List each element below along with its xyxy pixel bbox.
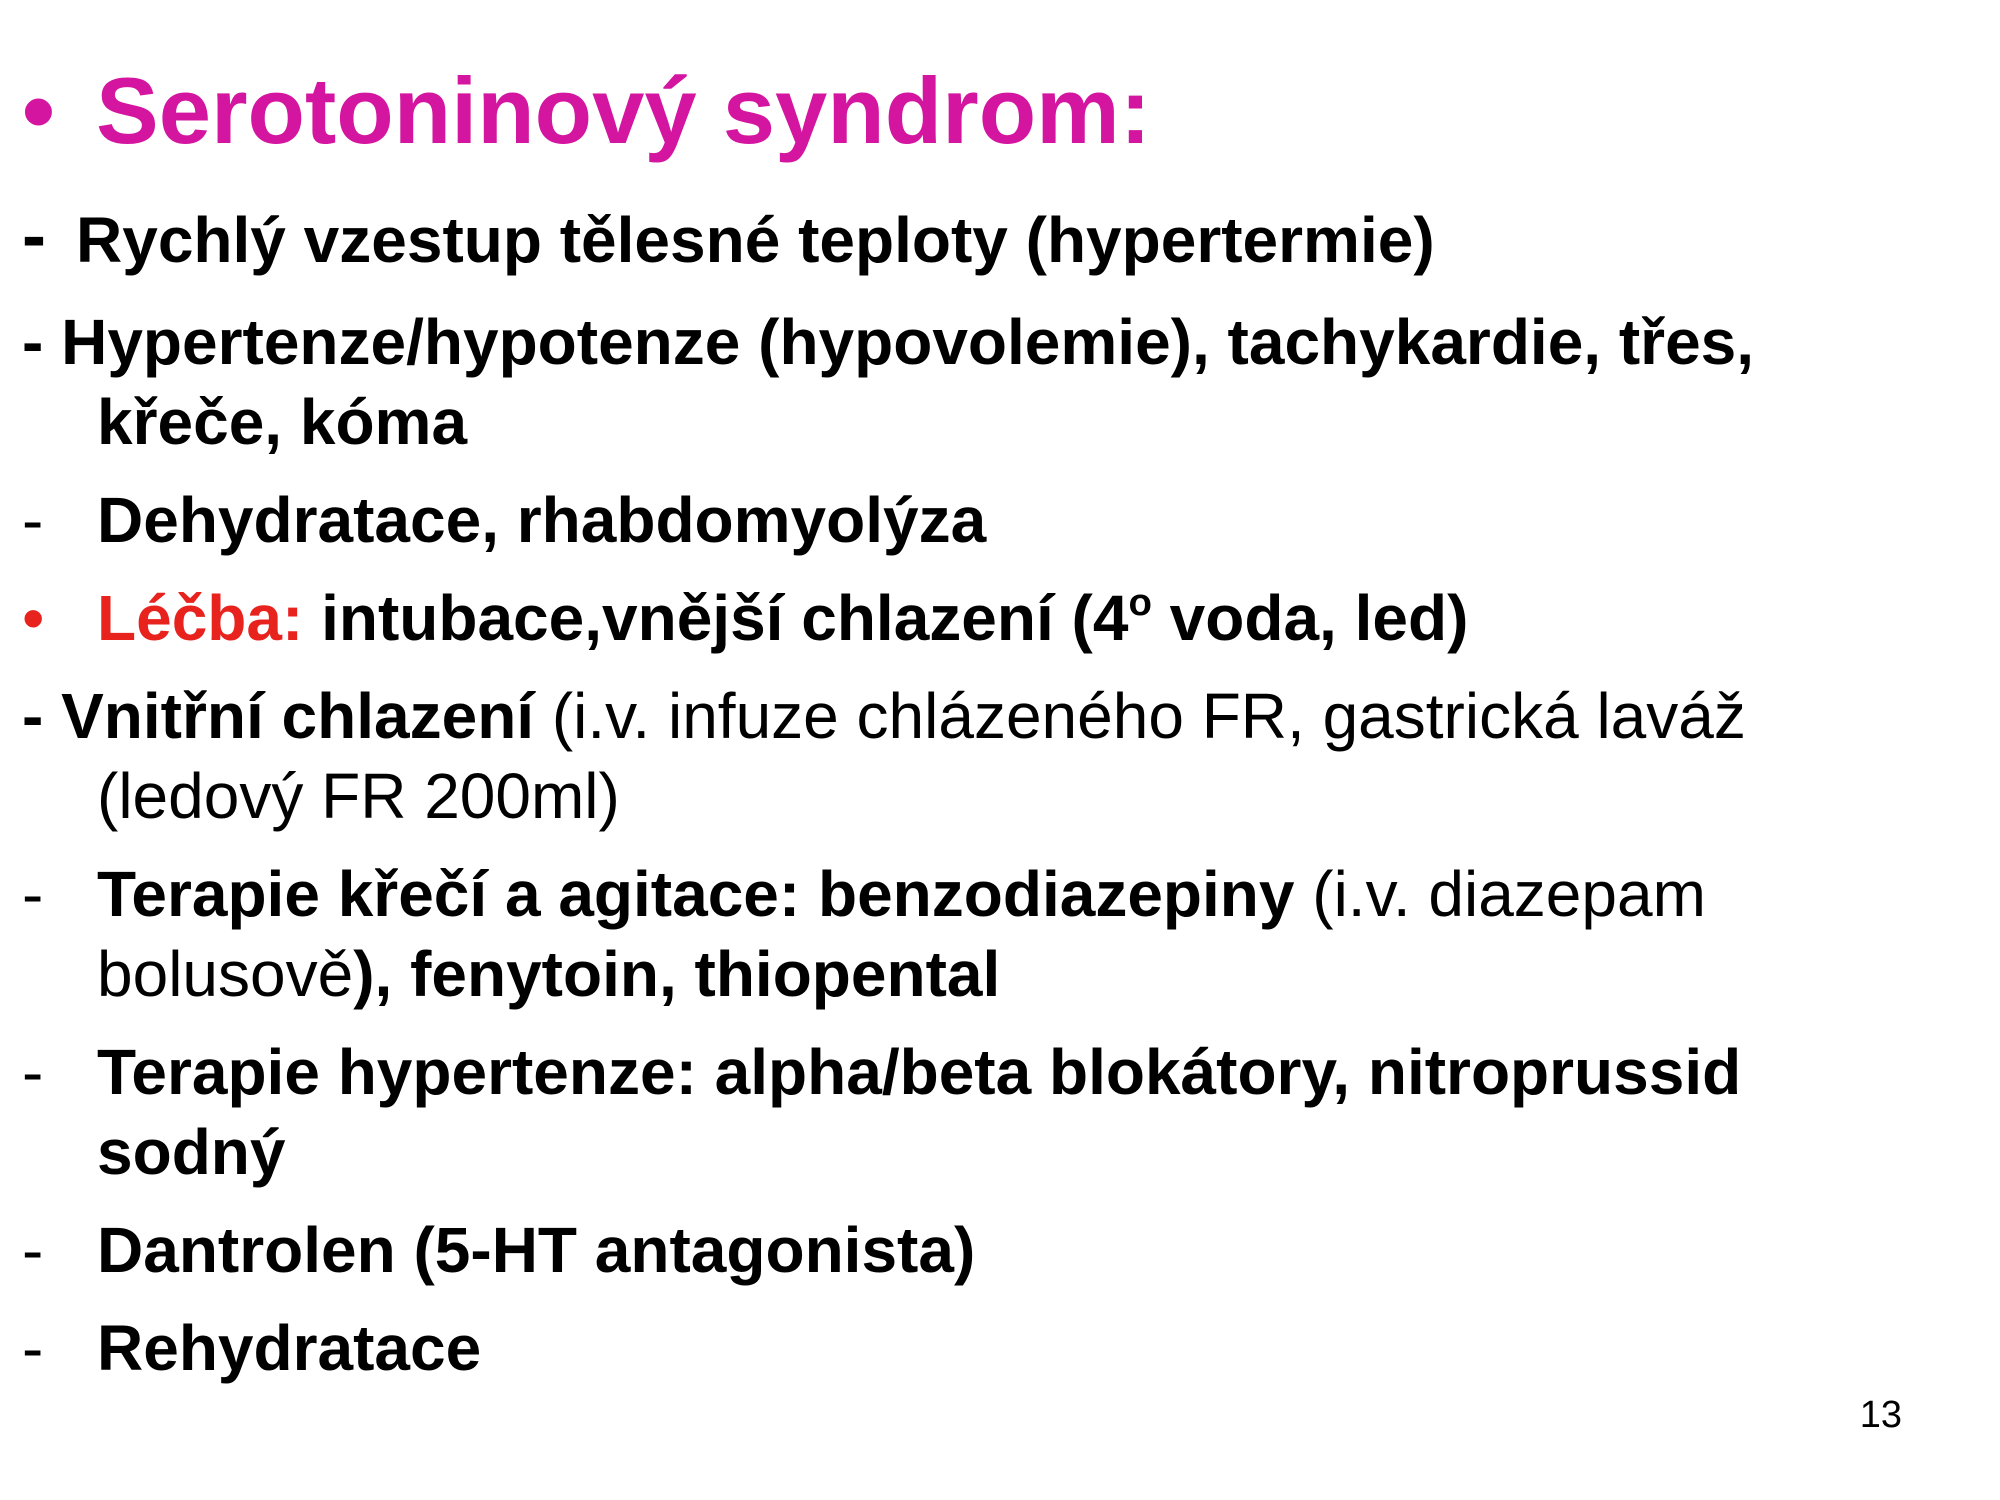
lecba-bullet: • bbox=[22, 582, 45, 654]
fenytoin-thiopental: ), fenytoin, thiopental bbox=[353, 938, 1001, 1010]
item-hypertenze: - Hypertenze/hypotenze (hypovolemie), tachykardie, třes, bbox=[22, 306, 1755, 378]
item-terapie-kreci bbox=[97, 858, 1706, 930]
dash-3: - bbox=[22, 484, 44, 556]
item-terapie-hypertenze: Terapie hypertenze: alpha/beta blokátory, nitroprussid bbox=[97, 1036, 1742, 1108]
dash-6: - bbox=[22, 858, 44, 930]
item-dehydratace: Dehydratace, rhabdomyolýza bbox=[97, 484, 987, 556]
item-vnitrni-chlazeni bbox=[22, 680, 1746, 752]
lecba-text: intubace,vnější chlazení (4 bbox=[303, 582, 1129, 654]
terapie-kreci-normal: (i.v. diazepam bbox=[1294, 858, 1706, 930]
degree-mark: o bbox=[1128, 581, 1152, 625]
vnitrni-bold: - Vnitřní chlazení bbox=[22, 680, 535, 752]
item-dantrolen: Dantrolen (5-HT antagonista) bbox=[97, 1214, 976, 1286]
vnitrni-normal: (i.v. infuze chlázeného FR, gastrická laváž bbox=[534, 680, 1746, 752]
bolusove: bolusově bbox=[97, 938, 354, 1010]
terapie-kreci-bold: Terapie křečí a agitace: benzodiazepiny bbox=[97, 858, 1295, 930]
title-bullet: • bbox=[22, 58, 55, 163]
item-rehydratace: Rehydratace bbox=[97, 1312, 482, 1384]
dash-8: - bbox=[22, 1214, 44, 1286]
item-hypertenze-cont: křeče, kóma bbox=[97, 386, 468, 458]
lecba-text-end: voda, led) bbox=[1151, 582, 1469, 654]
item-vnitrni-cont: (ledový FR 200ml) bbox=[97, 760, 620, 832]
dash-9: - bbox=[22, 1312, 44, 1384]
item-hypertermie: Rychlý vzestup tělesné teploty (hypertermie) bbox=[76, 204, 1435, 276]
page-number: 13 bbox=[1859, 1394, 1902, 1436]
dash-7: - bbox=[22, 1036, 44, 1108]
item-terapie-kreci-cont bbox=[97, 938, 1001, 1010]
item-terapie-hypertenze-cont: sodný bbox=[97, 1116, 286, 1188]
lecba-label: Léčba: bbox=[97, 582, 304, 654]
dash-1: - bbox=[22, 196, 46, 276]
item-lecba bbox=[97, 581, 1469, 654]
slide-title: Serotoninový syndrom: bbox=[96, 58, 1152, 163]
